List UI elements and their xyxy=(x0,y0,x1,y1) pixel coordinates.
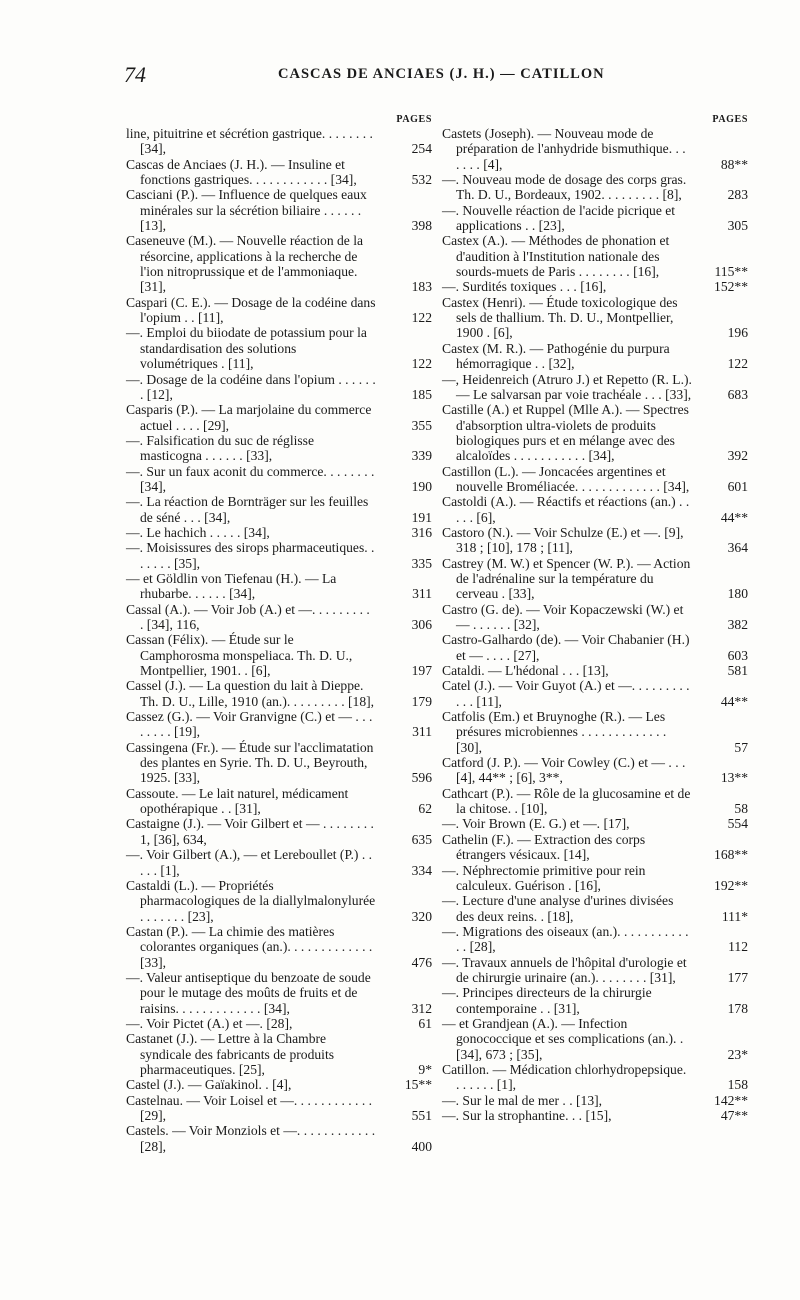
index-entry xyxy=(126,187,432,233)
index-entry xyxy=(442,494,748,525)
entry-page: 320 xyxy=(411,908,432,924)
entry-page: 355 xyxy=(411,417,432,433)
entry-text: —. Dosage de la codéine dans l'opium . . . . . . . [12], xyxy=(126,371,376,402)
index-entry xyxy=(442,755,748,786)
index-entry xyxy=(442,632,748,663)
index-entry xyxy=(442,924,748,955)
entry-text: —. Lecture d'une analyse d'urines divisées des deux reins. . [18], xyxy=(442,893,674,924)
entry-page: 554 xyxy=(727,816,748,832)
entry-page: 112 xyxy=(728,939,748,955)
entry-page: 392 xyxy=(727,448,748,464)
entry-text: Cassel (J.). — La question du lait à Dieppe. Th. D. U., Lille, 1910 (an.). . . . . . . . . [18], xyxy=(126,678,375,709)
entry-page: 311 xyxy=(412,724,432,740)
entry-text: —. Migrations des oiseaux (an.). . . . . . . . . . . . . [28], xyxy=(442,923,689,955)
index-entry xyxy=(126,878,432,924)
index-entry xyxy=(126,433,432,464)
entry-page: 254 xyxy=(411,141,432,157)
entry-page: 196 xyxy=(727,325,748,341)
entry-page: 306 xyxy=(411,617,432,632)
index-entry xyxy=(442,1108,748,1123)
index-entry xyxy=(126,464,432,495)
entry-page: 158 xyxy=(727,1077,748,1093)
entry-text: Cassal (A.). — Voir Job (A.) et —. . . . . . . . . . [34], 116, xyxy=(126,601,370,632)
entry-page: 168** xyxy=(714,847,748,863)
index-entry xyxy=(442,663,748,678)
entry-page: 122 xyxy=(411,310,432,326)
running-head: CASCAS DE ANCIAES (J. H.) — CATILLON xyxy=(278,66,605,82)
entry-text: Castels. — Voir Monziols et —. . . . . . . . . . . . [28], xyxy=(126,1123,376,1154)
index-entry xyxy=(126,325,432,371)
index-entry xyxy=(442,602,748,633)
index-entry xyxy=(126,1031,432,1077)
index-entry xyxy=(126,847,432,878)
index-entry xyxy=(126,372,432,403)
entry-text: Casciani (P.). — Influence de quelques eaux minérales sur la sécrétion biliaire . . . . . . [13], xyxy=(126,187,367,234)
pages-column-heading: PAGES xyxy=(396,114,432,125)
index-entry xyxy=(442,556,748,602)
entry-text: — et Göldlin von Tiefenau (H.). — La rhubarbe. . . . . . [34], xyxy=(126,570,337,602)
entry-page: 635 xyxy=(411,831,432,847)
entry-page: 601 xyxy=(727,478,748,494)
entry-page: 185 xyxy=(411,386,432,402)
index-entry xyxy=(126,924,432,970)
entry-page: 115** xyxy=(714,264,748,280)
entry-text: —. Emploi du biiodate de potassium pour la standardisation des solutions volumétriques . [11], xyxy=(126,325,367,372)
entry-text: — et Grandjean (A.). — Infection gonococcique et ses complications (an.). . [34], 673 ; [35], xyxy=(442,1015,684,1062)
entry-text: Caspari (C. E.). — Dosage de la codéine dans l'opium . . [11], xyxy=(126,294,376,326)
entry-page: 57 xyxy=(734,739,748,755)
entry-text: —. Nouveau mode de dosage des corps gras. Th. D. U., Bordeaux, 1902. . . . . . . . . [8], xyxy=(442,172,687,203)
entry-page: 581 xyxy=(727,663,748,679)
entry-page: 311 xyxy=(412,586,432,602)
index-entry xyxy=(442,372,748,403)
left-column xyxy=(126,112,432,1154)
index-entry xyxy=(126,786,432,817)
entry-page: 683 xyxy=(727,386,748,402)
entry-page: 180 xyxy=(727,586,748,602)
page-number: 74 xyxy=(124,62,146,87)
entry-text: Caseneuve (M.). — Nouvelle réaction de la résorcine, applications à la recherche de l'ion nitroprussique et de l'ammoniaque. [31], xyxy=(126,233,364,295)
entry-page: 382 xyxy=(727,617,748,632)
entry-text: —. Le hachich . . . . . [34], xyxy=(126,524,270,540)
entry-text: —. Voir Brown (E. G.) et —. [17], xyxy=(442,816,630,832)
entry-text: Catfolis (Em.) et Bruynoghe (R.). — Les présures microbiennes . . . . . . . . . . . . . [30], xyxy=(442,709,667,755)
index-entry xyxy=(126,1093,432,1124)
index-entry xyxy=(442,172,748,203)
entry-page: 339 xyxy=(411,448,432,464)
entry-text: —. Principes directeurs de la chirurgie contemporaine . . [31], xyxy=(442,985,652,1016)
entry-page: 305 xyxy=(727,218,748,234)
entry-text: Catel (J.). — Voir Guyot (A.) et —. . . . . . . . . . . . [11], xyxy=(442,678,690,709)
entry-text: Catillon. — Médication chlorhydropepsique. . . . . . . [1], xyxy=(442,1061,687,1093)
entry-text: Castets (Joseph). — Nouveau mode de préparation de l'anhydride bismuthique. . . . . . . [4], xyxy=(442,126,686,172)
entry-page: 9* xyxy=(418,1061,432,1077)
entry-page: 283 xyxy=(727,187,748,203)
index-entry xyxy=(126,1016,432,1031)
entry-text: Castex (M. R.). — Pathogénie du purpura hémorragique . . [32], xyxy=(442,340,670,372)
index-entry xyxy=(442,985,748,1016)
entry-page: 364 xyxy=(727,540,748,556)
index-entry xyxy=(126,126,432,157)
index-entry xyxy=(126,816,432,847)
entry-page: 179 xyxy=(411,693,432,709)
index-entry xyxy=(442,1016,748,1062)
pages-column-heading: PAGES xyxy=(712,114,748,125)
index-entry xyxy=(442,279,748,294)
index-entry xyxy=(442,1062,748,1093)
entry-page: 177 xyxy=(727,969,748,985)
entry-page: 88** xyxy=(720,156,748,172)
entry-page: 44** xyxy=(720,693,748,709)
entry-text: Castelnau. — Voir Loisel et —. . . . . . . . . . . . [29], xyxy=(126,1092,373,1123)
entry-page: 398 xyxy=(411,218,432,234)
entry-text: —. Voir Pictet (A.) et —. [28], xyxy=(126,1015,293,1031)
entry-text: Castro (G. de). — Voir Kopaczewski (W.) et — . . . . . . [32], xyxy=(442,601,684,632)
entry-text: Cathelin (F.). — Extraction des corps étrangers vésicaux. [14], xyxy=(442,831,646,863)
entry-page: 596 xyxy=(411,770,432,786)
entry-page: 316 xyxy=(411,524,432,540)
entry-page: 61 xyxy=(418,1015,432,1031)
entry-text: —. Sur la strophantine. . . [15], xyxy=(442,1108,612,1123)
entry-page: 192** xyxy=(714,877,748,893)
entry-text: —. Sur un faux aconit du commerce. . . . . . . . [34], xyxy=(126,463,375,494)
entry-text: Cassingena (Fr.). — Étude sur l'acclimatation des plantes en Syrie. Th. D. U., Beyrouth, 1925. [33], xyxy=(126,739,374,786)
index-entry xyxy=(442,233,748,279)
index-entry xyxy=(126,632,432,678)
index-entry xyxy=(442,678,748,709)
right-column xyxy=(442,112,748,1123)
entry-page: 142** xyxy=(714,1092,748,1108)
entry-page: 190 xyxy=(411,478,432,494)
index-entry xyxy=(126,740,432,786)
index-entry xyxy=(442,126,748,172)
entry-page: 476 xyxy=(411,954,432,970)
entry-text: —. Valeur antiseptique du benzoate de soude pour le mutage des moûts de fruits et de raisins. . . . . . . . . . . . . [34], xyxy=(126,969,371,1016)
entry-text: Cassez (G.). — Voir Granvigne (C.) et — . . . . . . . . [19], xyxy=(126,709,373,740)
index-entry xyxy=(126,157,432,188)
index-entry xyxy=(126,602,432,633)
entry-page: 551 xyxy=(411,1108,432,1123)
entry-page: 62 xyxy=(418,801,432,817)
entry-page: 312 xyxy=(411,1000,432,1016)
entry-page: 15** xyxy=(404,1077,432,1093)
index-entry xyxy=(442,893,748,924)
index-entry xyxy=(126,571,432,602)
entry-page: 400 xyxy=(411,1138,432,1154)
index-entry xyxy=(126,678,432,709)
entry-text: Cataldi. — L'hédonal . . . [13], xyxy=(442,663,609,679)
index-entry xyxy=(126,1123,432,1154)
index-entry xyxy=(442,955,748,986)
index-entry xyxy=(442,295,748,341)
index-entry xyxy=(126,295,432,326)
index-entry xyxy=(442,863,748,894)
entry-text: Castanet (J.). — Lettre à la Chambre syndicale des fabricants de produits pharmaceutiques. [25], xyxy=(126,1031,335,1077)
index-entry xyxy=(442,525,748,556)
entry-text: Castoldi (A.). — Réactifs et réactions (an.) . . . . . [6], xyxy=(442,494,690,525)
entry-page: 47** xyxy=(720,1108,748,1123)
index-entry xyxy=(126,709,432,740)
entry-text: Cassan (Félix). — Étude sur le Camphorosma monspeliaca. Th. D. U., Montpellier, 1901. . [6], xyxy=(126,632,353,679)
entry-page: 122 xyxy=(411,356,432,372)
index-entry xyxy=(126,494,432,525)
entry-text: Castoro (N.). — Voir Schulze (E.) et —. [9], 318 ; [10], 178 ; [11], xyxy=(442,524,684,556)
entry-text: Cascas de Anciaes (J. H.). — Insuline et fonctions gastriques. . . . . . . . . . . . [34], xyxy=(126,156,357,188)
index-entry xyxy=(126,233,432,294)
entry-page: 335 xyxy=(411,555,432,571)
entry-text: —. Moisissures des sirops pharmaceutiques. . . . . . . [35], xyxy=(126,540,375,571)
entry-page: 334 xyxy=(411,862,432,878)
entry-text: Castex (Henri). — Étude toxicologique des sels de thallium. Th. D. U., Montpellier, 1900 . [6], xyxy=(442,294,678,341)
index-entry xyxy=(442,816,748,831)
entry-text: Castille (A.) et Ruppel (Mlle A.). — Spectres d'absorption ultra-violets de produits biologiques purs et en mélange avec des alcaloïdes . . . . . . . . . . . [34], xyxy=(442,402,689,464)
index-entry xyxy=(442,1093,748,1108)
entry-text: —. Voir Gilbert (A.), — et Lereboullet (P.) . . . . . [1], xyxy=(126,847,373,878)
entry-text: Castel (J.). — Gaïakinol. . [4], xyxy=(126,1077,292,1093)
index-entry xyxy=(442,341,748,372)
entry-text: —. Sur le mal de mer . . [13], xyxy=(442,1092,603,1108)
entry-text: Castrey (M. W.) et Spencer (W. P.). — Action de l'adrénaline sur la température du cerveau . [33], xyxy=(442,555,691,602)
index-entry xyxy=(126,1077,432,1092)
entry-text: Castaigne (J.). — Voir Gilbert et — . . . . . . . . 1, [36], 634, xyxy=(126,816,374,847)
entry-text: —. La réaction de Bornträger sur les feuilles de séné . . . [34], xyxy=(126,494,369,525)
entry-text: —. Travaux annuels de l'hôpital d'urologie et de chirurgie urinaire (an.). . . . . . . . [31], xyxy=(442,954,687,985)
entry-page: 44** xyxy=(720,509,748,525)
index-entry xyxy=(442,786,748,817)
entry-text: Castillon (L.). — Joncacées argentines et nouvelle Broméliacée. . . . . . . . . . . . . [34], xyxy=(442,463,690,494)
entry-text: —. Falsification du suc de réglisse masticogna . . . . . . [33], xyxy=(126,432,315,464)
entry-page: 178 xyxy=(727,1000,748,1016)
entry-page: 191 xyxy=(411,509,432,525)
index-entry xyxy=(442,464,748,495)
entry-text: Castaldi (L.). — Propriétés pharmacologiques de la diallylmalonylurée . . . . . . . [23], xyxy=(126,877,376,924)
entry-page: 111* xyxy=(721,908,748,924)
entry-text: line, pituitrine et sécrétion gastrique. . . . . . . . [34], xyxy=(126,126,373,157)
index-entry xyxy=(442,402,748,463)
entry-page: 603 xyxy=(727,647,748,663)
index-entry xyxy=(126,540,432,571)
entry-text: Cassoute. — Le lait naturel, médicament opothérapique . . [31], xyxy=(126,785,349,817)
index-entry xyxy=(126,970,432,1016)
entry-text: Castro-Galhardo (de). — Voir Chabanier (H.) et — . . . . [27], xyxy=(442,632,690,663)
entry-page: 13** xyxy=(720,770,748,786)
index-entry xyxy=(442,832,748,863)
entry-page: 183 xyxy=(411,279,432,295)
entry-page: 152** xyxy=(714,279,748,295)
entry-text: —. Néphrectomie primitive pour rein calculeux. Guérison . [16], xyxy=(442,862,646,893)
entry-text: —. Surdités toxiques . . . [16], xyxy=(442,279,607,295)
index-entry xyxy=(442,709,748,755)
entry-text: Casparis (P.). — La marjolaine du commerce actuel . . . . [29], xyxy=(126,402,372,433)
entry-text: —. Nouvelle réaction de l'acide picrique et applications . . [23], xyxy=(442,202,676,234)
entry-text: Catford (J. P.). — Voir Cowley (C.) et — . . . [4], 44** ; [6], 3**, xyxy=(442,755,686,786)
entry-text: Cathcart (P.). — Rôle de la glucosamine et de la chitose. . [10], xyxy=(442,785,691,817)
entry-page: 122 xyxy=(727,356,748,372)
entry-page: 58 xyxy=(734,801,748,817)
entry-page: 197 xyxy=(411,663,432,679)
index-entry xyxy=(126,402,432,433)
index-entry xyxy=(442,203,748,234)
entry-text: —, Heidenreich (Atruro J.) et Repetto (R. L.). — Le salvarsan par voie trachéale . . . [33], xyxy=(442,371,692,402)
entry-text: Castan (P.). — La chimie des matières colorantes organiques (an.). . . . . . . . . . . . . [33], xyxy=(126,923,373,970)
entry-text: Castex (A.). — Méthodes de phonation et d'audition à l'Institution nationale des sourds-muets de Paris . . . . . . . . [16], xyxy=(442,233,670,280)
index-entry xyxy=(126,525,432,540)
entry-page: 23* xyxy=(727,1046,748,1062)
entry-page: 532 xyxy=(411,172,432,188)
